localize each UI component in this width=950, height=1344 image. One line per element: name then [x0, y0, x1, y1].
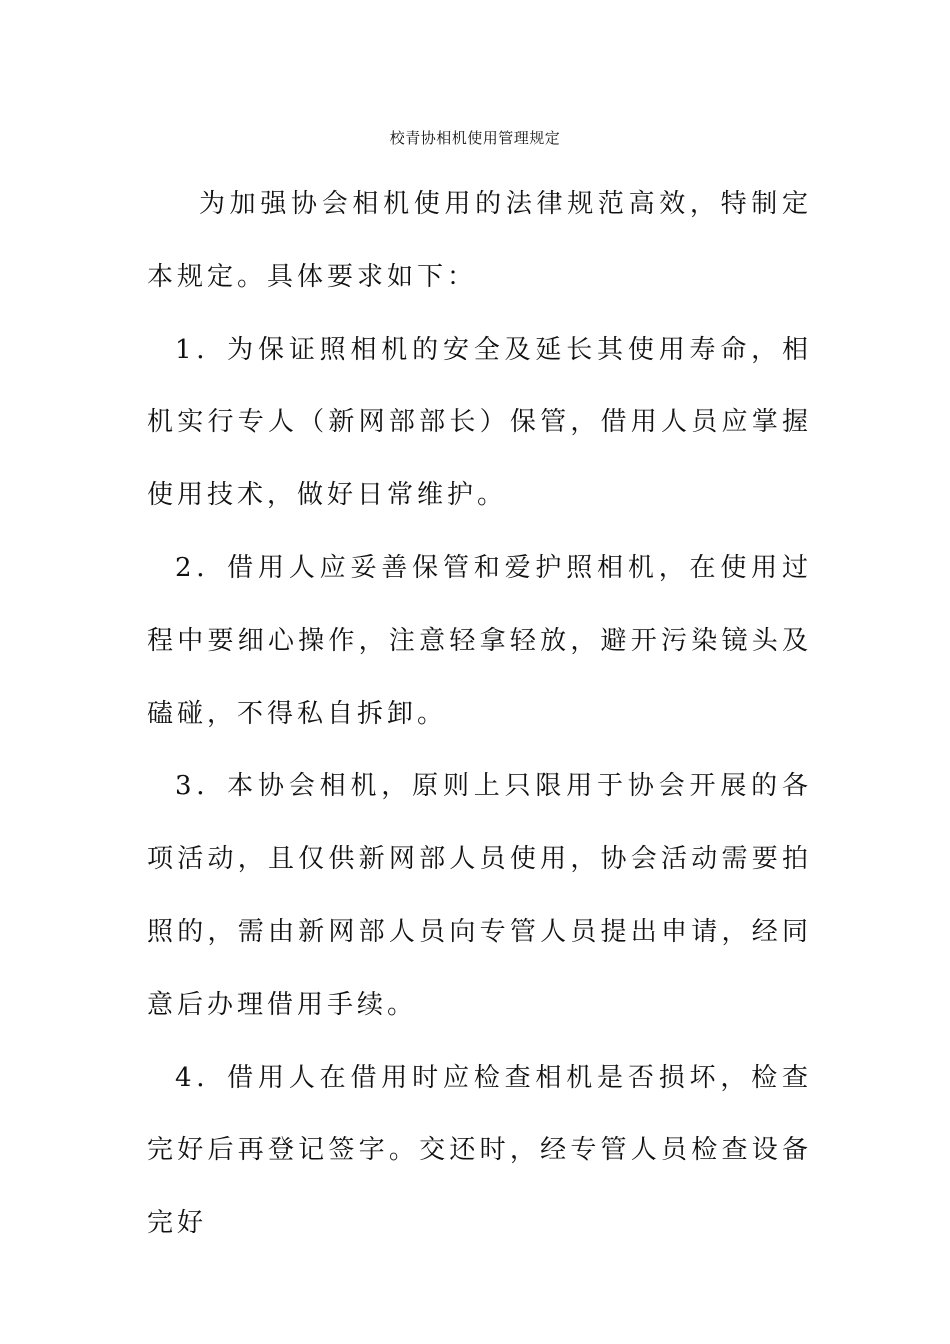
document-title: 校青协相机使用管理规定 — [389, 129, 561, 147]
intro-paragraph: 为加强协会相机使用的法律规范高效，特制定本规定。具体要求如下： — [147, 189, 812, 292]
rule-paragraph-4: 4．借用人在借用时应检查相机是否损坏，检查完好后再登记签字。交还时，经专管人员检查设备完好 — [147, 1062, 812, 1239]
rule-paragraph-1: 1．为保证照相机的安全及延长其使用寿命，相机实行专人（新网部部长）保管，借用人员应掌握使用技术，做好日常维护。 — [147, 334, 812, 511]
rule-paragraph-3: 3．本协会相机，原则上只限用于协会开展的各项活动，且仅供新网部人员使用，协会活动需要拍照的，需由新网部人员向专管人员提出申请，经同意后办理借用手续。 — [147, 771, 812, 1020]
document-body — [147, 168, 812, 1260]
rule-paragraph-2: 2．借用人应妥善保管和爱护照相机，在使用过程中要细心操作，注意轻拿轻放，避开污染镜头及磕碰，不得私自拆卸。 — [147, 552, 812, 729]
